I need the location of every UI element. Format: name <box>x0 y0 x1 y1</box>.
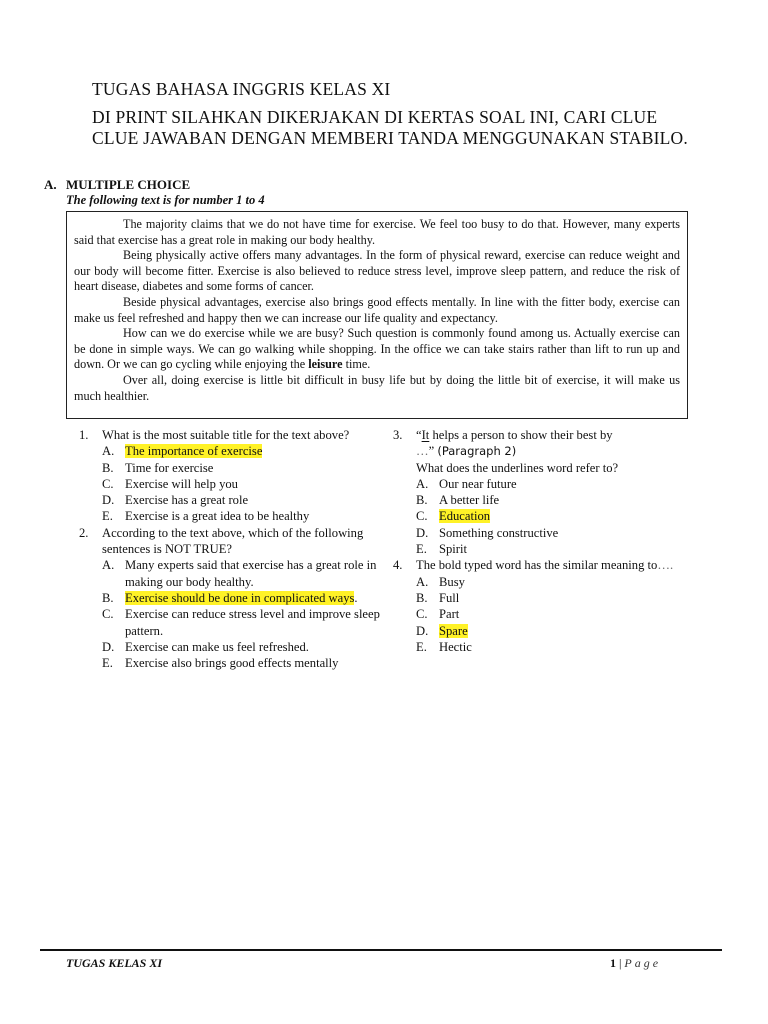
option-letter: A. <box>416 574 429 589</box>
question-text: According to the text above, which of the following sentences is NOT TRUE? <box>102 525 364 557</box>
underlined-word: It <box>421 428 430 442</box>
instruction-heading: DI PRINT SILAHKAN DIKERJAKAN DI KERTAS SOAL INI, CARI CLUE CLUE JAWABAN DENGAN MEMBERI TANDA MENGGUNAKAN STABILO. <box>92 107 688 148</box>
question-text-wrap <box>416 557 693 573</box>
option-letter: A. <box>416 476 429 491</box>
question-dots: …. <box>657 558 674 573</box>
questions-left-column <box>79 427 389 671</box>
highlighted-answer: The importance of exercise <box>125 444 263 459</box>
question-number: 2. <box>79 525 89 540</box>
option-b[interactable] <box>416 590 693 606</box>
footer-label: TUGAS KELAS XI <box>66 956 163 970</box>
option-c[interactable] <box>102 606 389 639</box>
question-2 <box>79 525 389 672</box>
option-c[interactable] <box>416 606 693 622</box>
question-number: 1. <box>79 428 89 442</box>
option-text: Exercise also brings good effects mentally <box>125 656 339 671</box>
option-text: Hectic <box>439 639 472 654</box>
bold-word-leisure: leisure <box>308 357 343 372</box>
question-number: 3. <box>393 428 403 442</box>
option-text: Spirit <box>439 542 467 557</box>
passage-paragraph-4 <box>74 326 680 373</box>
option-d[interactable] <box>102 639 389 655</box>
question-4 <box>393 557 693 655</box>
option-letter: E. <box>102 509 113 524</box>
option-letter: D. <box>102 493 115 508</box>
option-text: Part <box>439 607 460 622</box>
option-letter: C. <box>102 476 114 491</box>
option-letter: B. <box>416 493 428 508</box>
passage-paragraph-5: Over all, doing exercise is little bit difficult in busy life but by doing the little bit of exercise, it will make us much healthier. <box>74 372 680 403</box>
option-letter: B. <box>102 460 114 475</box>
option-text: Spare <box>439 623 468 638</box>
question-quote-end <box>416 443 693 459</box>
page-word: Page <box>624 956 662 970</box>
option-b[interactable] <box>416 492 693 508</box>
option-letter: D. <box>416 525 429 540</box>
option-d[interactable] <box>416 623 693 639</box>
option-text: A better life <box>439 493 500 508</box>
question-number: 4. <box>393 558 403 573</box>
highlighted-answer <box>416 509 491 524</box>
option-b[interactable] <box>102 460 389 476</box>
reading-passage <box>66 211 688 419</box>
option-text: Education <box>439 509 491 524</box>
option-letter: E. <box>416 542 427 557</box>
highlighted-answer <box>416 623 468 638</box>
option-text: Exercise can make us feel refreshed. <box>125 639 309 654</box>
quote-text: helps a person to show their best by <box>429 428 613 442</box>
questions-right-column <box>393 427 693 655</box>
quote-dots: … <box>416 444 429 459</box>
option-letter: A. <box>102 558 115 573</box>
page-number: 1 <box>610 956 616 970</box>
passage-p4-end: time. <box>342 357 371 372</box>
quote-close: ” <box>428 444 438 459</box>
option-text: Time for exercise <box>125 460 214 475</box>
option-text: Exercise is a great idea to be healthy <box>125 509 310 524</box>
footer-divider <box>40 949 722 951</box>
section-title: MULTIPLE CHOICE <box>66 177 191 192</box>
option-e[interactable] <box>102 508 389 524</box>
option-b[interactable] <box>102 590 389 606</box>
passage-paragraph-1: The majority claims that we do not have time for exercise. We feel too busy to do that. However, many experts said that exercise has a great role in making our body healthy. <box>74 217 680 247</box>
option-e[interactable] <box>416 541 693 557</box>
option-letter: B. <box>102 590 114 605</box>
option-letter: C. <box>416 509 428 524</box>
option-letter: C. <box>102 607 114 622</box>
question-quote <box>416 427 693 443</box>
option-e[interactable] <box>416 639 693 655</box>
passage-paragraph-3: Beside physical advantages, exercise also brings good effects mentally. In line with the fitter body, exercise can make us feel refreshed and happy then we can increase our life quality and expectancy. <box>74 294 680 325</box>
question-text: What does the underlines word refer to? <box>416 460 619 475</box>
option-a[interactable] <box>102 443 389 459</box>
option-d[interactable] <box>102 492 389 508</box>
option-text: Full <box>439 590 460 605</box>
option-text: Exercise will help you <box>125 476 238 491</box>
option-a[interactable] <box>416 476 693 492</box>
option-text: Busy <box>439 574 465 589</box>
document-title: TUGAS BAHASA INGGRIS KELAS XI <box>92 79 391 99</box>
option-text: Many experts said that exercise has a great role in making our body healthy. <box>125 558 377 589</box>
option-letter: D. <box>102 639 115 654</box>
option-letter: A. <box>102 444 115 459</box>
passage-paragraph-2: Being physically active offers many advantages. In the form of physical reward, exercise can reduce weight and our body will become fitter. Exercise is also believed to reduce stress level, improve sleep pattern, and reduce the risk of heart disease, diabetes and some forms of cancer. <box>74 248 680 294</box>
question-1 <box>79 427 389 525</box>
option-text: Exercise has a great role <box>125 493 249 508</box>
option-letter: E. <box>102 656 113 671</box>
section-letter: A. <box>44 177 57 192</box>
option-list <box>102 557 389 671</box>
option-letter: D. <box>416 623 429 638</box>
option-a[interactable] <box>416 574 693 590</box>
question-3 <box>393 427 693 557</box>
option-a[interactable] <box>102 557 389 590</box>
page-indicator <box>610 956 661 971</box>
option-text: Exercise can reduce stress level and improve sleep pattern. <box>125 607 380 638</box>
quote-open: “ <box>416 428 422 442</box>
option-c[interactable] <box>102 476 389 492</box>
question-text: The bold typed word has the similar meaning to <box>416 558 658 573</box>
option-letter: C. <box>416 607 428 622</box>
option-c[interactable] <box>416 508 693 524</box>
passage-instruction: The following text is for number 1 to 4 <box>66 193 265 207</box>
option-letter: E. <box>416 639 427 654</box>
page-separator: | <box>619 956 622 970</box>
highlighted-answer: Exercise should be done in complicated ways <box>125 590 355 605</box>
option-letter: B. <box>416 590 428 605</box>
section-heading <box>44 177 190 193</box>
option-e[interactable] <box>102 655 389 671</box>
option-text: Our near future <box>439 476 517 491</box>
option-text: Something constructive <box>439 525 559 540</box>
option-d[interactable] <box>416 525 693 541</box>
option-list <box>102 443 389 524</box>
option-list <box>416 574 693 655</box>
option-suffix: . <box>354 590 358 605</box>
passage-p4-text: How can we do exercise while we are busy? Such question is commonly found among us. Actually exercise can be done in simple ways. We can go walking while shopping. In the office we can take stairs rather than lift to run up and down. Or we can go cycling while enjoying the <box>74 326 680 372</box>
paragraph-reference: (Paragraph 2) <box>437 444 517 459</box>
question-text: What is the most suitable title for the text above? <box>102 428 350 442</box>
option-list <box>416 476 693 557</box>
